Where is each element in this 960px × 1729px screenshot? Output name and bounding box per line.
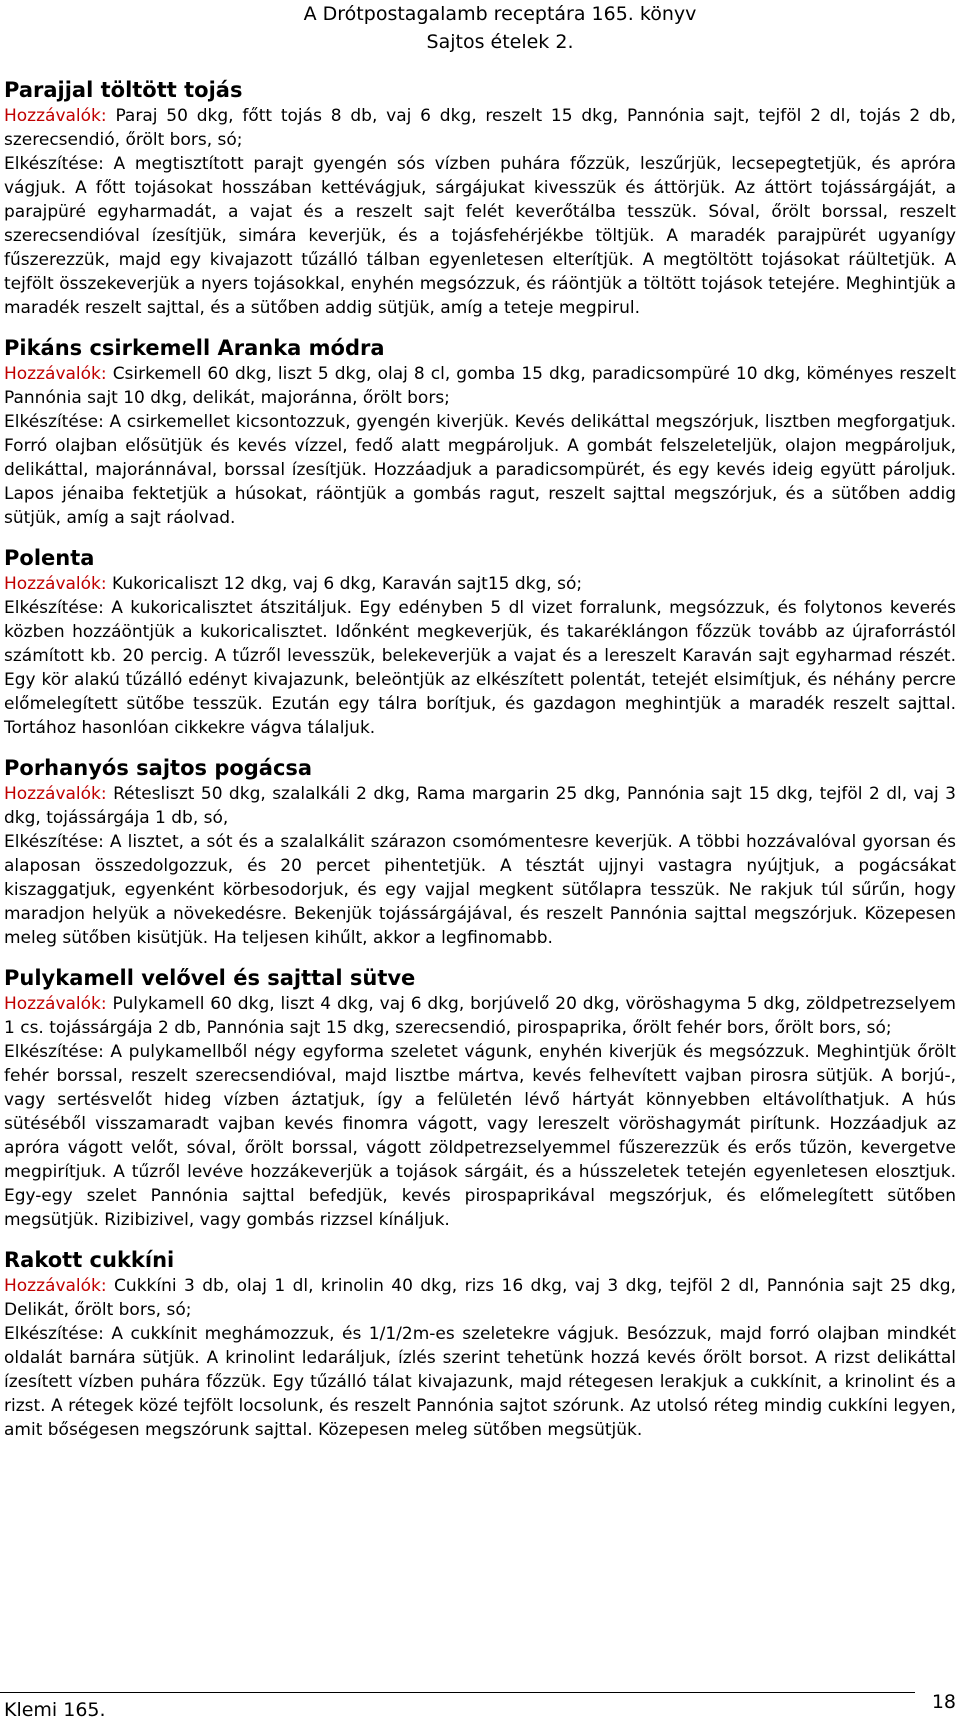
- recipe: [4, 76, 956, 320]
- ingredients-text: Pulykamell 60 dkg, liszt 4 dkg, vaj 6 dkg, borjúvelő 20 dkg, vöröshagyma 5 dkg, zöldpetrezselyem 1 cs. tojássárgája 2 db, Pannónia sajt 15 dkg, szerecsendió, pirospaprika, őrölt fehér bors, őrölt bors, só;: [4, 994, 956, 1038]
- recipe-method: Elkészítése: A pulykamellből négy egyforma szeletet vágunk, enyhén kiverjük és megsózzuk. Meghintjük őrölt fehér borssal, reszelt szerecsendióval, majd lisztbe mártva, kevés felhevített vajban pirosra sütjük. A borjú-, vagy sertésvelőt hideg vízben áztatjuk, így a felületén lévő hártyát könnyebben eltávolíthatjuk. A hús sütéséből visszamaradt vajban kevés finomra vágott, vagy lereszelt vöröshagymát pirítunk. Hozzáadjuk az apróra vágott velőt, sóval, őrölt borssal, vágott zöldpetrezselyemmel fűszerezzük és erős tűzön, kevergetve megpirítjuk. A tűzről levéve hozzákeverjük a tojások sárgáit, és a hússzeletek tetején egyenletesen elosztjuk. Egy-egy szelet Pannónia sajttal befedjük, kevés pirospaprikával megszórjuk, és előmelegített sütőben megsütjük. Rizibizivel, vagy gombás rizzsel kínáljuk.: [4, 1042, 956, 1230]
- recipe-title: Polenta: [4, 546, 95, 570]
- recipe-title: Rakott cukkíni: [4, 1248, 175, 1272]
- footer-author: Klemi 165.: [4, 1699, 106, 1721]
- page-header: [270, 0, 730, 56]
- recipe-ingredients: [4, 782, 956, 830]
- recipe: [4, 334, 956, 530]
- recipe-title: Pikáns csirkemell Aranka módra: [4, 336, 385, 360]
- recipe-method: Elkészítése: A megtisztított parajt gyengén sós vízben puhára főzzük, leszűrjük, lecsepegtetjük, és apróra vágjuk. A főtt tojásokat hosszában kettévágjuk, sárgájukat kivesszük és áttörjük. Az áttört tojássárgáját, a parajpüré egyharmadát, a vajat és a reszelt sajt felét keverőtálba tesszük. Sóval, őrölt borssal, reszelt szerecsendióval ízesítjük, simára keverjük, és a tojásfehérjékbe töltjük. A maradék parajpürét ugyanígy fűszerezzük, majd egy kivajazott tűzálló tálban egyenletesen elterítjük. A megtöltött tojásokat ráültetjük. A tejfölt összekeverjük a nyers tojásokkal, enyhén megsózzuk, és ráöntjük a töltött tojások tetejére. Meghintjük a maradék reszelt sajttal, és a sütőben addig sütjük, amíg a teteje megpirul.: [4, 154, 956, 318]
- book-title: A Drótpostagalamb receptára 165. könyv: [303, 3, 697, 25]
- recipe-title: Parajjal töltött tojás: [4, 78, 243, 102]
- recipe-ingredients: [4, 1274, 956, 1322]
- ingredients-label: Hozzávalók:: [4, 994, 107, 1014]
- ingredients-text: Rétesliszt 50 dkg, szalalkáli 2 dkg, Rama margarin 25 dkg, Pannónia sajt 15 dkg, tejföl 2 dl, vaj 3 dkg, tojássárgája 1 db, só,: [4, 784, 956, 828]
- footer-divider: [0, 1692, 915, 1693]
- ingredients-label: Hozzávalók:: [4, 574, 107, 594]
- recipe: [4, 1246, 956, 1442]
- ingredients-text: Kukoricaliszt 12 dkg, vaj 6 dkg, Karaván sajt15 dkg, só;: [112, 574, 583, 594]
- page-number: 18: [931, 1691, 956, 1713]
- recipe-method: Elkészítése: A kukoricalisztet átszitáljuk. Egy edényben 5 dl vizet forralunk, megsózzuk, és folytonos keverés közben hozzáöntjük a kukoricalisztet. Időnként megkeverjük, és takaréklángon főzzük tovább az újraforrástól számított kb. 20 percig. A tűzről levesszük, belekeverjük a vajat és a lereszelt Karaván sajt egyharmad részét. Egy kör alakú tűzálló edényt kivajazunk, beleöntjük az elkészített polentát, tetejét elsimítjuk, és néhány percre előmelegített sütőbe tesszük. Ezután egy tálra borítjuk, és gazdagon meghintjük a maradék reszelt sajttal. Tortához hasonlóan cikkekre vágva tálaljuk.: [4, 598, 956, 738]
- recipe-method: Elkészítése: A csirkemellet kicsontozzuk, gyengén kiverjük. Kevés delikáttal megszórjuk, lisztben megforgatjuk. Forró olajban elősütjük és kevés vízzel, fedő alatt megpároljuk. A gombát felszeleteljük, olajon megpároljuk, delikáttal, majoránnával, borssal ízesítjük. Hozzáadjuk a paradicsompürét, és egy kevés ideig együtt pároljuk. Lapos jénaiba fektetjük a húsokat, ráöntjük a gombás ragut, reszelt sajttal megszórjuk, és a sütőben addig sütjük, amíg a sajt ráolvad.: [4, 412, 956, 528]
- recipe-title: Porhanyós sajtos pogácsa: [4, 756, 313, 780]
- recipe-ingredients: [4, 362, 956, 410]
- recipe-ingredients: [4, 104, 956, 152]
- chapter-title: Sajtos ételek 2.: [426, 31, 574, 53]
- ingredients-label: Hozzávalók:: [4, 1276, 107, 1296]
- ingredients-text: Csirkemell 60 dkg, liszt 5 dkg, olaj 8 cl, gomba 15 dkg, paradicsompüré 10 dkg, köményes reszelt Pannónia sajt 10 dkg, delikát, majoránna, őrölt bors;: [4, 364, 957, 408]
- recipe-method: Elkészítése: A cukkínit meghámozzuk, és 1/1/2m-es szeletekre vágjuk. Besózzuk, majd forró olajban mindkét oldalát barnára sütjük. A krinolint ledaráljuk, ízlés szerint tehetünk hozzá kevés őrölt borsot. A rizst delikáttal ízesített vízben puhára főzzük. Egy tűzálló tálat kivajazunk, majd rétegesen lerakjuk a cukkínit, a krinolint és a rizst. A rétegek közé tejfölt locsolunk, és reszelt Pannónia sajtot szórunk. Az utolsó réteg mindig cukkíni legyen, amit bőségesen megszórunk sajttal. Közepesen meleg sütőben megsütjük.: [4, 1324, 956, 1440]
- ingredients-label: Hozzávalók:: [4, 106, 107, 126]
- recipe: [4, 544, 956, 740]
- ingredients-text: Paraj 50 dkg, főtt tojás 8 db, vaj 6 dkg, reszelt 15 dkg, Pannónia sajt, tejföl 2 dl, tojás 2 db, szerecsendió, őrölt bors, só;: [4, 106, 957, 150]
- recipe-list: [4, 76, 956, 1456]
- recipe: [4, 754, 956, 950]
- ingredients-label: Hozzávalók:: [4, 784, 107, 804]
- ingredients-label: Hozzávalók:: [4, 364, 107, 384]
- recipe: [4, 964, 956, 1232]
- recipe-ingredients: [4, 572, 956, 596]
- recipe-ingredients: [4, 992, 956, 1040]
- ingredients-text: Cukkíni 3 db, olaj 1 dl, krinolin 40 dkg, rizs 16 dkg, vaj 3 dkg, tejföl 2 dl, Pannónia sajt 25 dkg, Delikát, őrölt bors, só;: [4, 1276, 956, 1320]
- recipe-method: Elkészítése: A lisztet, a sót és a szalalkálit szárazon csomómentesre keverjük. A többi hozzávalóval gyorsan és alaposan összedolgozzuk, és 20 percet pihentetjük. A tésztát ujjnyi vastagra nyújtjuk, a pogácsákat kiszaggatjuk, egyenként körbesodorjuk, és egy vajjal megkent sütőlapra tesszük. Ne rakjuk túl sűrűn, hogy maradjon helyük a növekedésre. Bekenjük tojássárgájával, és reszelt Pannónia sajttal megszórjuk. Közepesen meleg sütőben kisütjük. Ha teljesen kihűlt, akkor a legfinomabb.: [4, 832, 956, 948]
- recipe-title: Pulykamell velővel és sajttal sütve: [4, 966, 416, 990]
